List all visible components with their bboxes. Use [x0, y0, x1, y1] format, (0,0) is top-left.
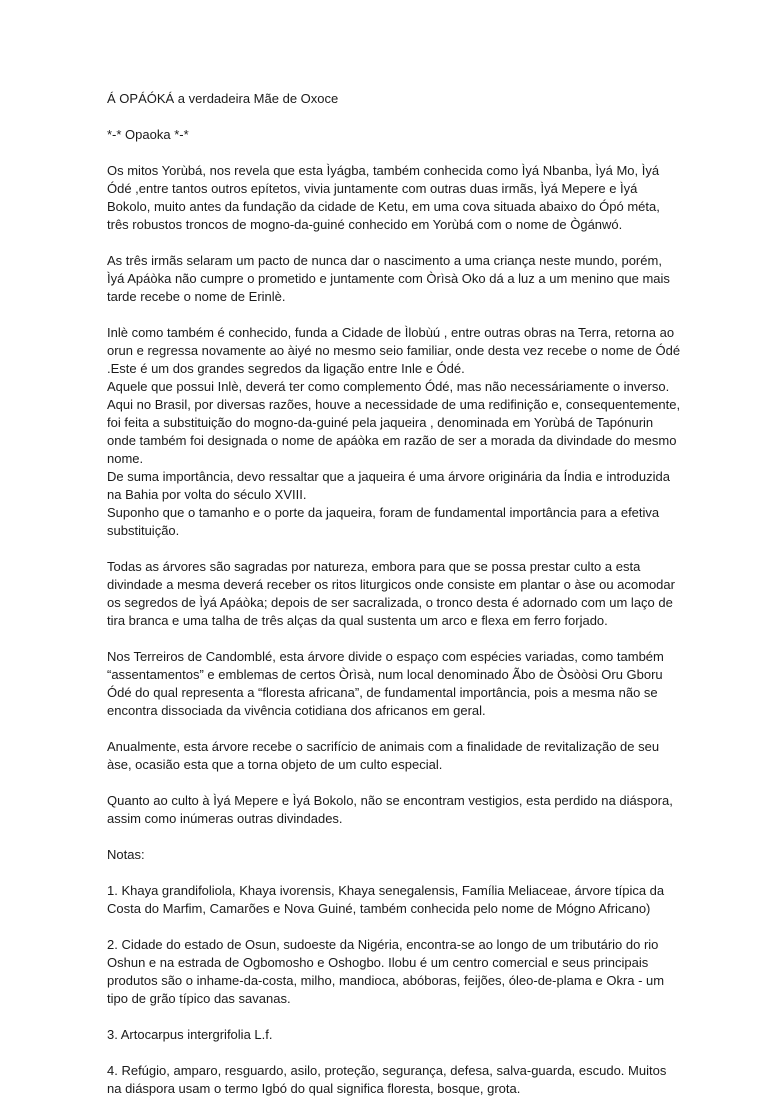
text-line: 2. Cidade do estado de Osun, sudoeste da Nigéria, encontra-se ao longo de um tributário do rio [107, 937, 659, 952]
document-subtitle [107, 126, 667, 144]
text-line: Aquele que possui Inlè, deverá ter como complemento Ódé, mas não necessáriamente o inverso. [107, 379, 670, 394]
text-line: foi feita a substituição do mogno-da-guiné pela jaqueira , denominada em Yorùbá de Tapónurin [107, 415, 654, 430]
text-line: 3. Artocarpus intergrifolia L.f. [107, 1027, 273, 1042]
text-line: 1. Khaya grandifoliola, Khaya ivorensis, Khaya senegalensis, Família Meliaceae, árvore típica da [107, 883, 665, 898]
title-line: Á OPÁÓKÁ a verdadeira Mãe de Oxoce [107, 91, 339, 106]
text-line: onde também foi designada o nome de apáòka em razão de ser a morada da divindade do mesmo [107, 433, 677, 448]
text-line: encontra dissociada da vivência cotidiana dos africanos em geral. [107, 703, 486, 718]
document-body [107, 162, 681, 1098]
text-line: Ódé ,entre tantos outros epítetos, vivia juntamente com outras duas irmãs, Ìyá Mepere e Ìyá [107, 181, 638, 196]
text-line: na Bahia por volta do século XVIII. [107, 487, 307, 502]
text-line: Os mitos Yorùbá, nos revela que esta Ìyágba, também conhecida como Ìyá Nbanba, Ìyá Mo, Ìyá [107, 163, 660, 178]
paragraph [107, 792, 673, 828]
text-line: Notas: [107, 847, 145, 862]
text-line: 4. Refúgio, amparo, resguardo, asilo, proteção, segurança, defesa, salva-guarda, escudo. Muitos [107, 1063, 667, 1078]
text-line: na diáspora usam o termo Igbó do qual significa floresta, bosque, grota. [107, 1081, 521, 1096]
text-line: De suma importância, devo ressaltar que a jaqueira é uma árvore originária da Índia e introduzida [107, 469, 670, 484]
text-line: Inlè como também é conhecido, funda a Cidade de Ìlobùú , entre outras obras na Terra, retorna ao [107, 325, 675, 340]
paragraph [107, 882, 667, 918]
text-line: Anualmente, esta árvore recebe o sacrifício de animais com a finalidade de revitalização de seu [107, 739, 660, 754]
text-line: Ìyá Apáòka não cumpre o prometido e juntamente com Òrìsà Oko dá a luz a um menino que mais [107, 271, 670, 286]
paragraph [107, 846, 667, 864]
paragraph [107, 738, 667, 774]
text-line: tipo de grão típico das savanas. [107, 991, 291, 1006]
text-line: Ódé do qual representa a “floresta africana”, de fundamental importância, pois a mesma não se [107, 685, 658, 700]
text-line: .Este é um dos grandes segredos da ligação entre Inle e Ódé. [107, 361, 465, 376]
paragraph [107, 1062, 667, 1098]
text-line: àse, ocasião esta que a torna objeto de um culto especial. [107, 757, 443, 772]
paragraph [107, 162, 667, 234]
text-line: Quanto ao culto à Ìyá Mepere e Ìyá Bokolo, não se encontram vestigios, esta perdido na diáspora, [107, 793, 673, 808]
text-line: Costa do Marfim, Camarões e Nova Guiné, também conhecida pelo nome de Mógno Africano) [107, 901, 651, 916]
text-line: três robustos troncos de mogno-da-guiné conhecido em Yorùbá com o nome de Ògánwó. [107, 217, 623, 232]
text-line: tira branca e uma talha de três alças da qual sustenta um arco e flexa em ferro forjado. [107, 613, 608, 628]
text-line: Oshun e na estrada de Ogbomosho e Oshogbo. Ilobu é um centro comercial e seus principais [107, 955, 649, 970]
text-line: divindade a mesma deverá receber os ritos liturgicos onde consiste em plantar o àse ou acomodar [107, 577, 675, 592]
document-title [107, 90, 667, 108]
paragraph [107, 936, 667, 1008]
paragraph [107, 1026, 667, 1044]
text-line: Aqui no Brasil, por diversas razões, houve a necessidade de uma redifinição e, consequentemente, [107, 397, 681, 412]
text-line: nome. [107, 451, 144, 466]
text-line: orun e regressa novamente ao àiyé no mesmo seio familiar, onde desta vez recebe o nome de Ódé [107, 343, 681, 358]
paragraph [107, 252, 670, 306]
text-line: Todas as árvores são sagradas por natureza, embora para que se possa prestar culto a esta [107, 559, 641, 574]
text-line: assim como inúmeras outras divindades. [107, 811, 343, 826]
document-page [107, 90, 681, 1116]
text-line: Suponho que o tamanho e o porte da jaqueira, foram de fundamental importância para a efetiva [107, 505, 660, 520]
text-line: As três irmãs selaram um pacto de nunca dar o nascimento a uma criança neste mundo, porém, [107, 253, 662, 268]
text-line: Nos Terreiros de Candomblé, esta árvore divide o espaço com espécies variadas, como também [107, 649, 664, 664]
subtitle-line: *-* Opaoka *-* [107, 127, 189, 142]
text-line: Bokolo, muito antes da fundação da cidade de Ketu, em uma cova situada abaixo do Ópó méta, [107, 199, 660, 214]
text-line: produtos são o inhame-da-costa, milho, mandioca, abóboras, feijões, óleo-de-plama e Okra - um [107, 973, 665, 988]
text-line: “assentamentos” e emblemas de certos Òrìsà, num local denominado Ãbo de Òsòòsi Oru Gboru [107, 667, 663, 682]
paragraph [107, 558, 675, 630]
text-line: os segredos de Ìyá Apáòka; depois de ser sacralizada, o tronco desta é adornado com um laço de [107, 595, 673, 610]
paragraph [107, 324, 681, 540]
text-line: substituição. [107, 523, 180, 538]
text-line: tarde recebe o nome de Erinlè. [107, 289, 286, 304]
paragraph [107, 648, 667, 720]
